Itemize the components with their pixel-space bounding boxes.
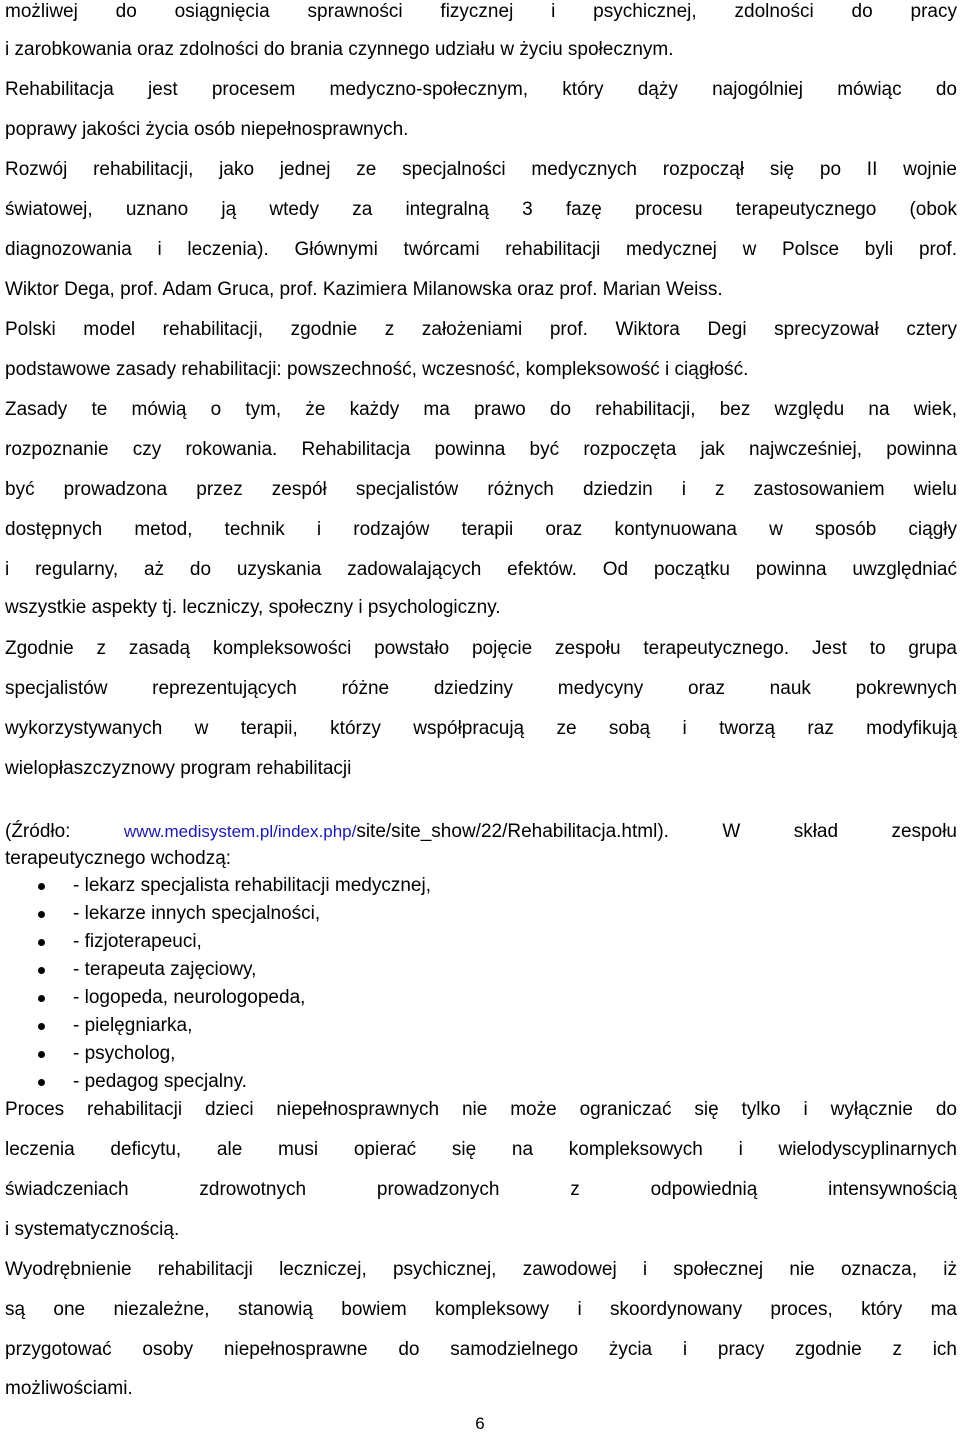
source-line-2: terapeutycznego wchodzą:: [5, 848, 232, 869]
paragraph-line: przygotować osoby niepełnosprawne do samodzielnego życia i pracy zgodnie z ich: [5, 1339, 957, 1360]
bullet-icon: [38, 1023, 45, 1030]
paragraph-line: wykorzystywanych w terapii, którzy współpracują ze sobą i tworzą raz modyfikują: [5, 718, 957, 739]
paragraph-line: Wiktor Dega, prof. Adam Gruca, prof. Kazimiera Milanowska oraz prof. Marian Weiss.: [5, 279, 723, 300]
paragraph-line: wszystkie aspekty tj. leczniczy, społeczny i psychologiczny.: [5, 597, 501, 618]
paragraph-line: dostępnych metod, technik i rodzajów terapii oraz kontynuowana w sposób ciągły: [5, 519, 957, 540]
paragraph-line: Polski model rehabilitacji, zgodnie z założeniami prof. Wiktora Degi sprecyzował cztery: [5, 319, 957, 340]
paragraph-line: poprawy jakości życia osób niepełnosprawnych.: [5, 119, 409, 140]
paragraph-line: światowej, uznano ją wtedy za integralną 3 fazę procesu terapeutycznego (obok: [5, 199, 957, 220]
bullet-icon: [38, 939, 45, 946]
bullet-icon: [38, 995, 45, 1002]
source-prefix: (Źródło:: [5, 821, 124, 842]
bullet-icon: [38, 1079, 45, 1086]
paragraph-line: i zarobkowania oraz zdolności do brania czynnego udziału w życiu społecznym.: [5, 39, 674, 60]
paragraph-line: Zasady te mówią o tym, że każdy ma prawo do rehabilitacji, bez względu na wiek,: [5, 399, 957, 420]
paragraph-line: leczenia deficytu, ale musi opierać się na kompleksowych i wielodyscyplinarnych: [5, 1139, 957, 1160]
paragraph-line: możliwościami.: [5, 1378, 133, 1399]
paragraph-line: i systematycznością.: [5, 1219, 180, 1240]
paragraph-line: możliwej do osiągnięcia sprawności fizycznej i psychicznej, zdolności do pracy: [5, 1, 957, 22]
paragraph-line: Rozwój rehabilitacji, jako jednej ze specjalności medycznych rozpoczął się po II wojnie: [5, 159, 957, 180]
paragraph-line: świadczeniach zdrowotnych prowadzonych z odpowiednią intensywnością: [5, 1179, 957, 1200]
paragraph-line: diagnozowania i leczenia). Głównymi twórcami rehabilitacji medycznej w Polsce byli prof.: [5, 239, 957, 260]
paragraph-line: specjalistów reprezentujących różne dziedziny medycyny oraz nauk pokrewnych: [5, 678, 957, 699]
paragraph-line: Proces rehabilitacji dzieci niepełnosprawnych nie może ograniczać się tylko i wyłącznie do: [5, 1099, 957, 1120]
paragraph-line: Wyodrębnienie rehabilitacji leczniczej, psychicznej, zawodowej i społecznej nie oznacza, iż: [5, 1259, 957, 1280]
paragraph-line: Rehabilitacja jest procesem medyczno-społecznym, który dąży najogólniej mówiąc do: [5, 79, 957, 100]
paragraph-line: być prowadzona przez zespół specjalistów różnych dziedzin i z zastosowaniem wielu: [5, 479, 957, 500]
source-suffix: site/site_show/22/Rehabilitacja.html). W skład zespołu: [356, 821, 957, 842]
paragraph-line: podstawowe zasady rehabilitacji: powszechność, wczesność, kompleksowość i ciągłość.: [5, 359, 749, 380]
bullet-icon: [38, 911, 45, 918]
paragraph-line: i regularny, aż do uzyskania zadowalających efektów. Od początku powinna uwzględniać: [5, 559, 957, 580]
source-link[interactable]: www.medisystem.pl/index.php/: [123, 822, 357, 841]
paragraph-line: wielopłaszczyznowy program rehabilitacji: [5, 758, 352, 779]
paragraph-line: rozpoznanie czy rokowania. Rehabilitacja powinna być rozpoczęta jak najwcześniej, powinna: [5, 439, 957, 460]
bullet-icon: [38, 967, 45, 974]
bullet-icon: [38, 883, 45, 890]
page-number: 6: [475, 1414, 485, 1433]
paragraph-line: Zgodnie z zasadą kompleksowości powstało pojęcie zespołu terapeutycznego. Jest to grupa: [5, 638, 957, 659]
bullet-icon: [38, 1051, 45, 1058]
paragraph-line: są one niezależne, stanowią bowiem kompleksowy i skoordynowany proces, który ma: [5, 1299, 957, 1320]
source-line: [5, 820, 957, 844]
